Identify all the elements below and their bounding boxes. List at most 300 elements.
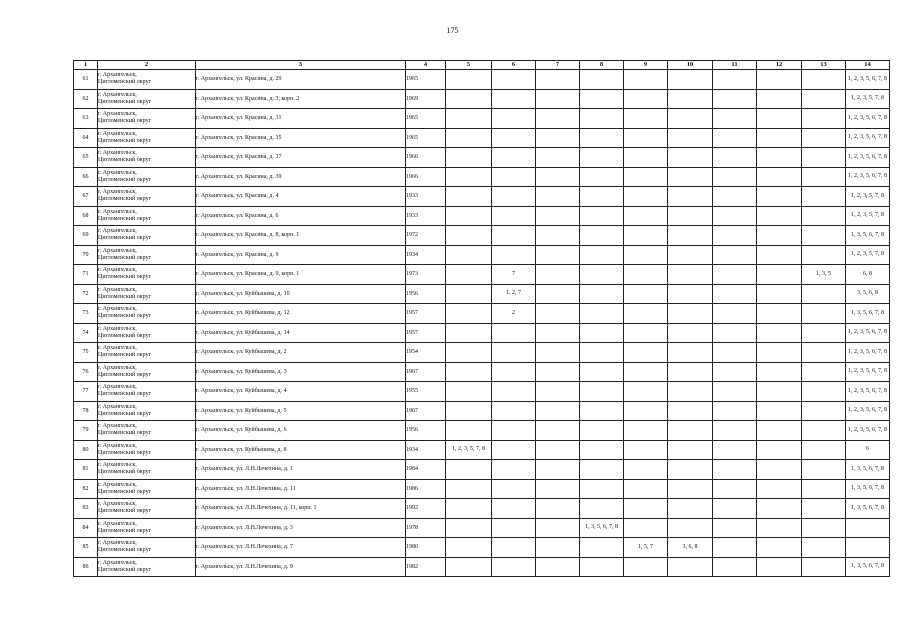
column-13-cell: [802, 401, 846, 421]
location-cell: [98, 89, 196, 109]
column-7-cell: [536, 206, 580, 226]
year-cell: 1957: [406, 323, 446, 343]
row-number-cell: 72: [74, 284, 98, 304]
column-6-cell: [492, 401, 536, 421]
column-5-cell: [446, 128, 492, 148]
column-14-cell: 1, 2, 3, 5, 6, 7, 8: [846, 401, 890, 421]
row-number-cell: 83: [74, 499, 98, 519]
column-10-cell: [668, 499, 713, 519]
column-6-cell: [492, 362, 536, 382]
column-6-cell: [492, 323, 536, 343]
location-district: Цигломенский округ: [98, 79, 152, 86]
year-cell: 1969: [406, 89, 446, 109]
row-number-cell: 84: [74, 518, 98, 538]
column-13-cell: [802, 557, 846, 577]
row-number-cell: 66: [74, 167, 98, 187]
row-number-cell: 64: [74, 128, 98, 148]
table-row: [74, 479, 890, 499]
row-number-cell: 73: [74, 304, 98, 324]
location-city: г. Архангельск,: [98, 501, 137, 508]
row-number-cell: 80: [74, 440, 98, 460]
location-city: г. Архангельск,: [98, 228, 137, 235]
column-header-10: 10: [668, 61, 713, 70]
location-cell: [98, 557, 196, 577]
column-10-cell: [668, 148, 713, 168]
column-8-cell: [580, 109, 624, 129]
location-cell: [98, 343, 196, 363]
address-cell: г. Архангельск, ул. Красина, д. 31: [196, 109, 406, 129]
column-header-6: 6: [492, 61, 536, 70]
column-12-cell: [757, 128, 802, 148]
column-8-cell: [580, 265, 624, 285]
column-7-cell: [536, 518, 580, 538]
year-cell: 1957: [406, 304, 446, 324]
location-cell: [98, 362, 196, 382]
column-12-cell: [757, 479, 802, 499]
table-row: [74, 245, 890, 265]
year-cell: 1956: [406, 421, 446, 441]
column-14-cell: 1, 2, 3, 5, 6, 7, 8: [846, 421, 890, 441]
column-11-cell: [713, 70, 757, 90]
column-11-cell: [713, 245, 757, 265]
table-row: [74, 362, 890, 382]
column-6-cell: [492, 128, 536, 148]
column-7-cell: [536, 499, 580, 519]
location-district: Цигломенский округ: [98, 215, 152, 222]
address-cell: г. Архангельск, ул. Л.Н.Лочехина, д. 1: [196, 460, 406, 480]
column-12-cell: [757, 109, 802, 129]
column-14-cell: 1, 3, 5, 6, 7, 8: [846, 226, 890, 246]
column-10-cell: [668, 187, 713, 207]
column-5-cell: [446, 557, 492, 577]
address-cell: г. Архангельск, ул. Куйбышева, д. 2: [196, 343, 406, 363]
address-cell: г. Архангельск, ул. Красина, д. 9: [196, 245, 406, 265]
location-city: г. Архангельск,: [98, 559, 137, 566]
table-row: [74, 70, 890, 90]
row-number-cell: 81: [74, 460, 98, 480]
address-cell: г. Архангельск, ул. Куйбышева, д. 6: [196, 421, 406, 441]
location-cell: [98, 479, 196, 499]
year-cell: 1965: [406, 109, 446, 129]
column-6-cell: [492, 421, 536, 441]
column-header-9: 9: [624, 61, 668, 70]
column-5-cell: [446, 70, 492, 90]
column-14-cell: 1, 3, 5, 6, 7, 8: [846, 479, 890, 499]
column-11-cell: [713, 89, 757, 109]
column-5-cell: [446, 167, 492, 187]
location-city: г. Архангельск,: [98, 111, 137, 118]
column-header-4: 4: [406, 61, 446, 70]
column-12-cell: [757, 70, 802, 90]
location-district: Цигломенский округ: [98, 157, 152, 164]
year-cell: 1967: [406, 401, 446, 421]
column-9-cell: [624, 382, 668, 402]
column-9-cell: [624, 518, 668, 538]
row-number-cell: 74: [74, 323, 98, 343]
location-city: г. Архангельск,: [98, 481, 137, 488]
location-city: г. Архангельск,: [98, 423, 137, 430]
location-cell: [98, 382, 196, 402]
column-5-cell: 1, 2, 3, 5, 7, 8: [446, 440, 492, 460]
column-13-cell: [802, 128, 846, 148]
table-row: [74, 401, 890, 421]
year-cell: 1967: [406, 362, 446, 382]
column-7-cell: [536, 440, 580, 460]
column-13-cell: [802, 167, 846, 187]
location-cell: [98, 245, 196, 265]
column-11-cell: [713, 557, 757, 577]
column-8-cell: [580, 323, 624, 343]
column-6-cell: [492, 70, 536, 90]
column-6-cell: [492, 343, 536, 363]
column-7-cell: [536, 557, 580, 577]
column-9-cell: [624, 460, 668, 480]
column-6-cell: [492, 479, 536, 499]
row-number-cell: 77: [74, 382, 98, 402]
table-row: [74, 265, 890, 285]
column-11-cell: [713, 284, 757, 304]
location-district: Цигломенский округ: [98, 98, 152, 105]
location-district: Цигломенский округ: [98, 371, 152, 378]
column-7-cell: [536, 245, 580, 265]
column-14-cell: 1, 3, 5, 6, 7, 8: [846, 304, 890, 324]
column-11-cell: [713, 538, 757, 558]
column-13-cell: [802, 148, 846, 168]
column-13-cell: [802, 460, 846, 480]
column-8-cell: [580, 187, 624, 207]
column-11-cell: [713, 421, 757, 441]
header-row: [74, 61, 890, 70]
column-5-cell: [446, 421, 492, 441]
column-10-cell: [668, 226, 713, 246]
column-11-cell: [713, 362, 757, 382]
column-9-cell: [624, 167, 668, 187]
column-14-cell: 6: [846, 440, 890, 460]
location-city: г. Архангельск,: [98, 462, 137, 469]
location-district: Цигломенский округ: [98, 274, 152, 281]
location-district: Цигломенский округ: [98, 508, 152, 515]
column-14-cell: 1, 2, 3, 5, 7, 8: [846, 89, 890, 109]
location-city: г. Архангельск,: [98, 403, 137, 410]
location-cell: [98, 226, 196, 246]
column-12-cell: [757, 499, 802, 519]
column-5-cell: [446, 226, 492, 246]
row-number-cell: 65: [74, 148, 98, 168]
column-7-cell: [536, 362, 580, 382]
column-5-cell: [446, 343, 492, 363]
column-5-cell: [446, 265, 492, 285]
column-12-cell: [757, 538, 802, 558]
location-cell: [98, 304, 196, 324]
year-cell: 1965: [406, 128, 446, 148]
column-5-cell: [446, 323, 492, 343]
column-5-cell: [446, 382, 492, 402]
column-5-cell: [446, 401, 492, 421]
column-9-cell: [624, 362, 668, 382]
column-9-cell: 1, 5, 7: [624, 538, 668, 558]
column-11-cell: [713, 109, 757, 129]
column-14-cell: 1, 2, 3, 5, 6, 7, 8: [846, 362, 890, 382]
table-row: [74, 226, 890, 246]
page-number: 175: [446, 26, 459, 35]
column-8-cell: [580, 226, 624, 246]
table-row: [74, 89, 890, 109]
column-12-cell: [757, 226, 802, 246]
column-5-cell: [446, 518, 492, 538]
row-number-cell: 68: [74, 206, 98, 226]
column-10-cell: [668, 109, 713, 129]
location-district: Цигломенский округ: [98, 176, 152, 183]
location-city: г. Архангельск,: [98, 91, 137, 98]
column-7-cell: [536, 421, 580, 441]
table-row: [74, 440, 890, 460]
column-12-cell: [757, 343, 802, 363]
address-cell: г. Архангельск, ул. Л.Н.Лочехина, д. 9: [196, 557, 406, 577]
address-cell: г. Архангельск, ул. Л.Н.Лочехина, д. 11: [196, 479, 406, 499]
row-number-cell: 75: [74, 343, 98, 363]
location-cell: [98, 284, 196, 304]
column-10-cell: [668, 167, 713, 187]
column-7-cell: [536, 128, 580, 148]
location-cell: [98, 421, 196, 441]
location-district: Цигломенский округ: [98, 332, 152, 339]
year-cell: 1954: [406, 343, 446, 363]
column-13-cell: [802, 226, 846, 246]
table-row: [74, 557, 890, 577]
column-8-cell: [580, 284, 624, 304]
column-6-cell: [492, 167, 536, 187]
location-city: г. Архангельск,: [98, 286, 137, 293]
column-header-3: 3: [196, 61, 406, 70]
year-cell: 1982: [406, 557, 446, 577]
column-8-cell: [580, 148, 624, 168]
column-header-11: 11: [713, 61, 757, 70]
row-number-cell: 69: [74, 226, 98, 246]
column-10-cell: [668, 362, 713, 382]
column-6-cell: [492, 518, 536, 538]
table-row: [74, 187, 890, 207]
location-district: Цигломенский округ: [98, 137, 152, 144]
column-6-cell: 1, 2, 7: [492, 284, 536, 304]
table-row: [74, 284, 890, 304]
column-6-cell: [492, 245, 536, 265]
location-cell: [98, 518, 196, 538]
column-8-cell: [580, 382, 624, 402]
address-cell: г. Архангельск, ул. Красина, д. 3, корп. 2: [196, 89, 406, 109]
location-cell: [98, 70, 196, 90]
location-district: Цигломенский округ: [98, 196, 152, 203]
location-city: г. Архангельск,: [98, 540, 137, 547]
column-6-cell: 2: [492, 304, 536, 324]
table-row: [74, 460, 890, 480]
location-cell: [98, 148, 196, 168]
column-header-8: 8: [580, 61, 624, 70]
column-header-5: 5: [446, 61, 492, 70]
year-cell: 1956: [406, 284, 446, 304]
column-header-14: 14: [846, 61, 890, 70]
column-14-cell: 1, 2, 3, 5, 6, 7, 8: [846, 148, 890, 168]
column-10-cell: [668, 70, 713, 90]
column-5-cell: [446, 109, 492, 129]
table-row: [74, 382, 890, 402]
year-cell: 1978: [406, 518, 446, 538]
column-10-cell: [668, 557, 713, 577]
year-cell: 1980: [406, 538, 446, 558]
column-8-cell: [580, 362, 624, 382]
column-6-cell: [492, 440, 536, 460]
row-number-cell: 62: [74, 89, 98, 109]
location-city: г. Архангельск,: [98, 364, 137, 371]
column-8-cell: [580, 401, 624, 421]
table-row: [74, 304, 890, 324]
column-5-cell: [446, 304, 492, 324]
column-9-cell: [624, 440, 668, 460]
column-13-cell: [802, 304, 846, 324]
address-cell: г. Архангельск, ул. Куйбышева, д. 5: [196, 401, 406, 421]
column-14-cell: [846, 518, 890, 538]
location-district: Цигломенский округ: [98, 352, 152, 359]
column-11-cell: [713, 401, 757, 421]
address-cell: г. Архангельск, ул. Красина, д. 39: [196, 167, 406, 187]
column-13-cell: [802, 440, 846, 460]
column-10-cell: [668, 89, 713, 109]
column-9-cell: [624, 128, 668, 148]
column-6-cell: [492, 148, 536, 168]
table-row: [74, 128, 890, 148]
row-number-cell: 85: [74, 538, 98, 558]
column-12-cell: [757, 382, 802, 402]
address-cell: г. Архангельск, ул. Красина, д. 9, корп. 1: [196, 265, 406, 285]
row-number-cell: 86: [74, 557, 98, 577]
table-row: [74, 499, 890, 519]
year-cell: 1934: [406, 245, 446, 265]
location-district: Цигломенский округ: [98, 547, 152, 554]
table-row: [74, 148, 890, 168]
column-14-cell: 1, 2, 3, 5, 6, 7, 8: [846, 382, 890, 402]
location-city: г. Архангельск,: [98, 267, 137, 274]
column-8-cell: [580, 421, 624, 441]
column-10-cell: [668, 479, 713, 499]
column-12-cell: [757, 167, 802, 187]
column-14-cell: 1, 2, 3, 5, 7, 8: [846, 206, 890, 226]
column-13-cell: [802, 362, 846, 382]
row-number-cell: 63: [74, 109, 98, 129]
column-13-cell: [802, 70, 846, 90]
column-9-cell: [624, 343, 668, 363]
column-8-cell: [580, 167, 624, 187]
column-13-cell: [802, 109, 846, 129]
table-row: [74, 323, 890, 343]
column-8-cell: [580, 479, 624, 499]
column-14-cell: 1, 2, 3, 5, 6, 7, 8: [846, 323, 890, 343]
row-number-cell: 71: [74, 265, 98, 285]
column-9-cell: [624, 265, 668, 285]
column-11-cell: [713, 206, 757, 226]
column-header-2: 2: [98, 61, 196, 70]
column-7-cell: [536, 89, 580, 109]
column-11-cell: [713, 479, 757, 499]
column-8-cell: [580, 460, 624, 480]
column-9-cell: [624, 70, 668, 90]
column-header-7: 7: [536, 61, 580, 70]
location-cell: [98, 538, 196, 558]
column-13-cell: [802, 382, 846, 402]
column-14-cell: 1, 2, 3, 5, 6, 7, 8: [846, 109, 890, 129]
column-13-cell: [802, 343, 846, 363]
year-cell: 1933: [406, 206, 446, 226]
year-cell: 1992: [406, 499, 446, 519]
column-8-cell: [580, 538, 624, 558]
column-10-cell: [668, 460, 713, 480]
column-8-cell: [580, 70, 624, 90]
column-7-cell: [536, 148, 580, 168]
year-cell: 1966: [406, 148, 446, 168]
location-district: Цигломенский округ: [98, 469, 152, 476]
column-10-cell: [668, 284, 713, 304]
column-8-cell: [580, 128, 624, 148]
column-10-cell: [668, 440, 713, 460]
column-14-cell: [846, 538, 890, 558]
column-14-cell: 1, 2, 3, 5, 7, 8: [846, 187, 890, 207]
column-7-cell: [536, 284, 580, 304]
column-12-cell: [757, 245, 802, 265]
column-7-cell: [536, 323, 580, 343]
year-cell: 1972: [406, 226, 446, 246]
row-number-cell: 67: [74, 187, 98, 207]
column-14-cell: 1, 2, 3, 5, 6, 7, 8: [846, 343, 890, 363]
table-row: [74, 167, 890, 187]
table-row: [74, 109, 890, 129]
column-12-cell: [757, 401, 802, 421]
location-district: Цигломенский округ: [98, 488, 152, 495]
table-row: [74, 518, 890, 538]
column-6-cell: 7: [492, 265, 536, 285]
column-7-cell: [536, 226, 580, 246]
table-row: [74, 343, 890, 363]
column-5-cell: [446, 479, 492, 499]
column-11-cell: [713, 460, 757, 480]
column-12-cell: [757, 89, 802, 109]
column-6-cell: [492, 187, 536, 207]
location-cell: [98, 440, 196, 460]
column-14-cell: 3, 5, 6, 8: [846, 284, 890, 304]
location-city: г. Архангельск,: [98, 306, 137, 313]
column-10-cell: [668, 206, 713, 226]
column-13-cell: [802, 518, 846, 538]
column-9-cell: [624, 323, 668, 343]
column-8-cell: [580, 343, 624, 363]
column-7-cell: [536, 538, 580, 558]
location-district: Цигломенский округ: [98, 449, 152, 456]
column-12-cell: [757, 284, 802, 304]
table-row: [74, 421, 890, 441]
column-9-cell: [624, 401, 668, 421]
location-district: Цигломенский округ: [98, 391, 152, 398]
year-cell: 1955: [406, 382, 446, 402]
column-14-cell: 1, 2, 3, 5, 6, 7, 8: [846, 70, 890, 90]
column-11-cell: [713, 226, 757, 246]
column-6-cell: [492, 109, 536, 129]
column-11-cell: [713, 382, 757, 402]
column-11-cell: [713, 128, 757, 148]
column-10-cell: [668, 401, 713, 421]
row-number-cell: 82: [74, 479, 98, 499]
location-cell: [98, 206, 196, 226]
column-12-cell: [757, 421, 802, 441]
address-cell: г. Архангельск, ул. Л.Н.Лочехина, д. 7: [196, 538, 406, 558]
registry-table: [73, 60, 890, 577]
column-6-cell: [492, 557, 536, 577]
